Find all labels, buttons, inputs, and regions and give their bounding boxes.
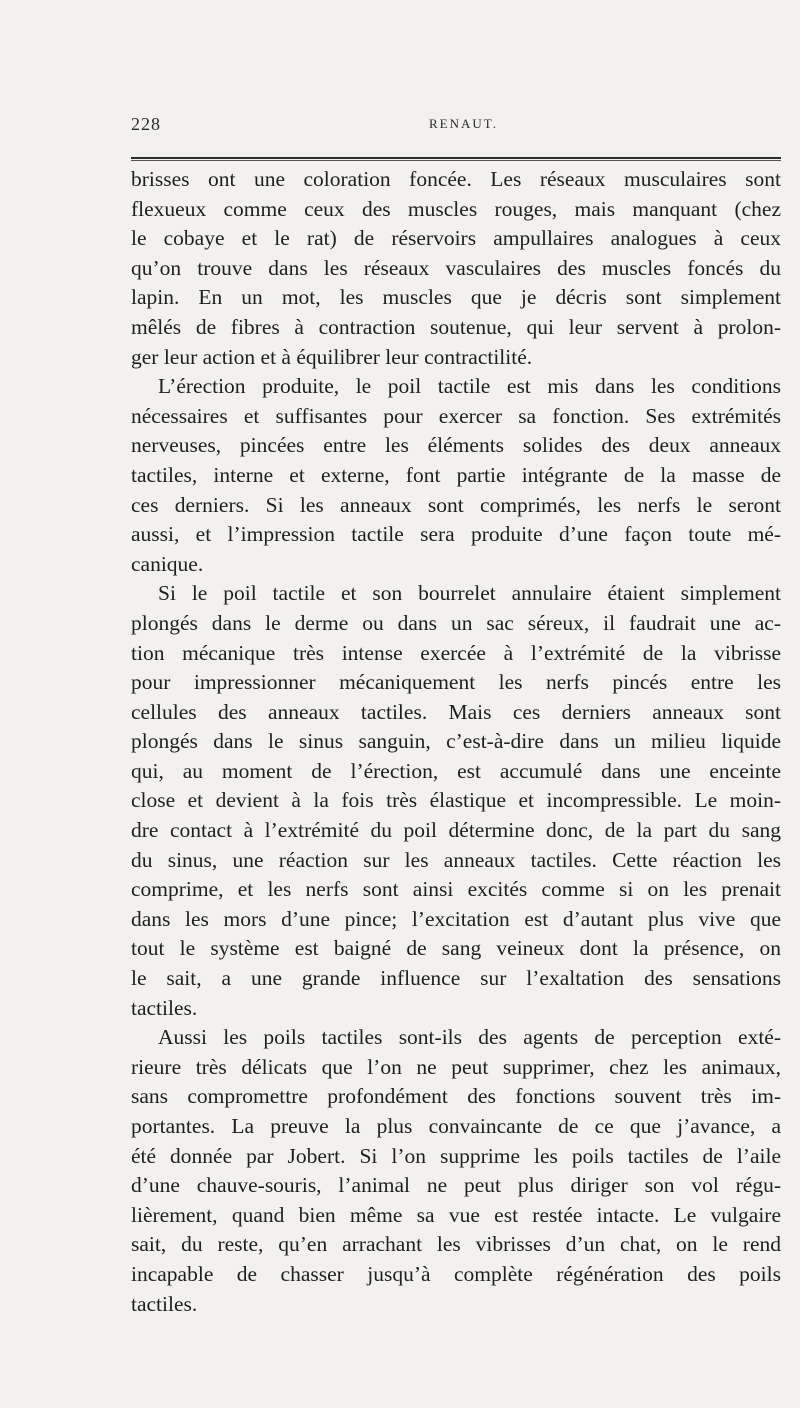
text-line: plongés dans le derme ou dans un sac séreux, il faudrait une ac-: [131, 610, 781, 635]
paragraph-3: [131, 579, 781, 1023]
text-line: mêlés de fibres à contraction soutenue, qui leur servent à prolon-: [131, 314, 781, 339]
text-line: nerveuses, pincées entre les éléments solides des deux anneaux: [131, 433, 781, 458]
text-line: plongés dans le sinus sanguin, c’est-à-dire dans un milieu liquide: [131, 729, 781, 754]
text-line: canique.: [131, 551, 204, 576]
text-line: L’érection produite, le poil tactile est mis dans les conditions: [158, 374, 781, 399]
text-line: été donnée par Jobert. Si l’on supprime les poils tactiles de l’aile: [131, 1143, 781, 1168]
text-line: flexueux comme ceux des muscles rouges, mais manquant (chez: [131, 196, 781, 221]
header-rule-thin: [131, 160, 781, 161]
text-line: d’une chauve-souris, l’animal ne peut plus diriger son vol régu-: [131, 1173, 781, 1198]
text-line: dre contact à l’extrémité du poil détermine donc, de la part du sang: [131, 818, 781, 843]
text-line: qui, au moment de l’érection, est accumulé dans une enceinte: [131, 758, 781, 783]
text-line: tion mécanique très intense exercée à l’extrémité de la vibrisse: [131, 640, 781, 665]
paragraph-4: [131, 1023, 781, 1319]
text-line: ces derniers. Si les anneaux sont comprimés, les nerfs le seront: [131, 492, 781, 517]
text-line: du sinus, une réaction sur les anneaux tactiles. Cette réaction les: [131, 847, 781, 872]
text-line: lapin. En un mot, les muscles que je décris sont simplement: [131, 285, 781, 310]
text-line: comprime, et les nerfs sont ainsi excités comme si on les prenait: [131, 877, 781, 902]
text-line: rieure très délicats que l’on ne peut supprimer, chez les animaux,: [131, 1054, 781, 1079]
text-line: incapable de chasser jusqu’à complète régénération des poils: [131, 1261, 781, 1286]
text-line: cellules des anneaux tactiles. Mais ces derniers anneaux sont: [131, 699, 781, 724]
text-line: aussi, et l’impression tactile sera produite d’une façon toute mé-: [131, 522, 781, 547]
text-line: lièrement, quand bien même sa vue est restée intacte. Le vulgaire: [131, 1202, 781, 1227]
text-line: close et devient à la fois très élastique et incompressible. Le moin-: [131, 788, 781, 813]
text-line: qu’on trouve dans les réseaux vasculaires des muscles foncés du: [131, 255, 781, 280]
text-line: Si le poil tactile et son bourrelet annulaire étaient simplement: [158, 581, 781, 606]
text-line: tactiles, interne et externe, font partie intégrante de la masse de: [131, 462, 781, 487]
text-line: sait, du reste, qu’en arrachant les vibrisses d’un chat, on le rend: [131, 1232, 781, 1257]
text-line: tactiles.: [131, 995, 198, 1020]
text-line: tactiles.: [131, 1291, 198, 1316]
page-header: [131, 114, 781, 138]
text-line: Aussi les poils tactiles sont-ils des agents de perception exté-: [158, 1025, 781, 1050]
text-line: tout le système est baigné de sang veineux dont la présence, on: [131, 936, 781, 961]
text-line: brisses ont une coloration foncée. Les réseaux musculaires sont: [131, 167, 781, 191]
header-rule: [131, 157, 781, 159]
text-line: le cobaye et le rat) de réservoirs ampullaires analogues à ceux: [131, 226, 781, 251]
text-line: le sait, a une grande influence sur l’exaltation des sensations: [131, 966, 781, 991]
page-number: 228: [131, 114, 161, 134]
text-line: pour impressionner mécaniquement les nerfs pincés entre les: [131, 670, 781, 695]
body-text: [131, 165, 781, 1319]
paragraph-1: [131, 165, 781, 372]
text-line: nécessaires et suffisantes pour exercer sa fonction. Ses extrémités: [131, 403, 781, 428]
text-line: ger leur action et à équilibrer leur contractilité.: [131, 344, 533, 369]
text-line: dans les mors d’une pince; l’excitation est d’autant plus vive que: [131, 906, 781, 931]
text-line: sans compromettre profondément des fonctions souvent très im-: [131, 1084, 781, 1109]
text-line: portantes. La preuve la plus convaincante de ce que j’avance, a: [131, 1114, 781, 1138]
running-head: RENAUT.: [429, 116, 499, 131]
paragraph-2: [131, 372, 781, 579]
